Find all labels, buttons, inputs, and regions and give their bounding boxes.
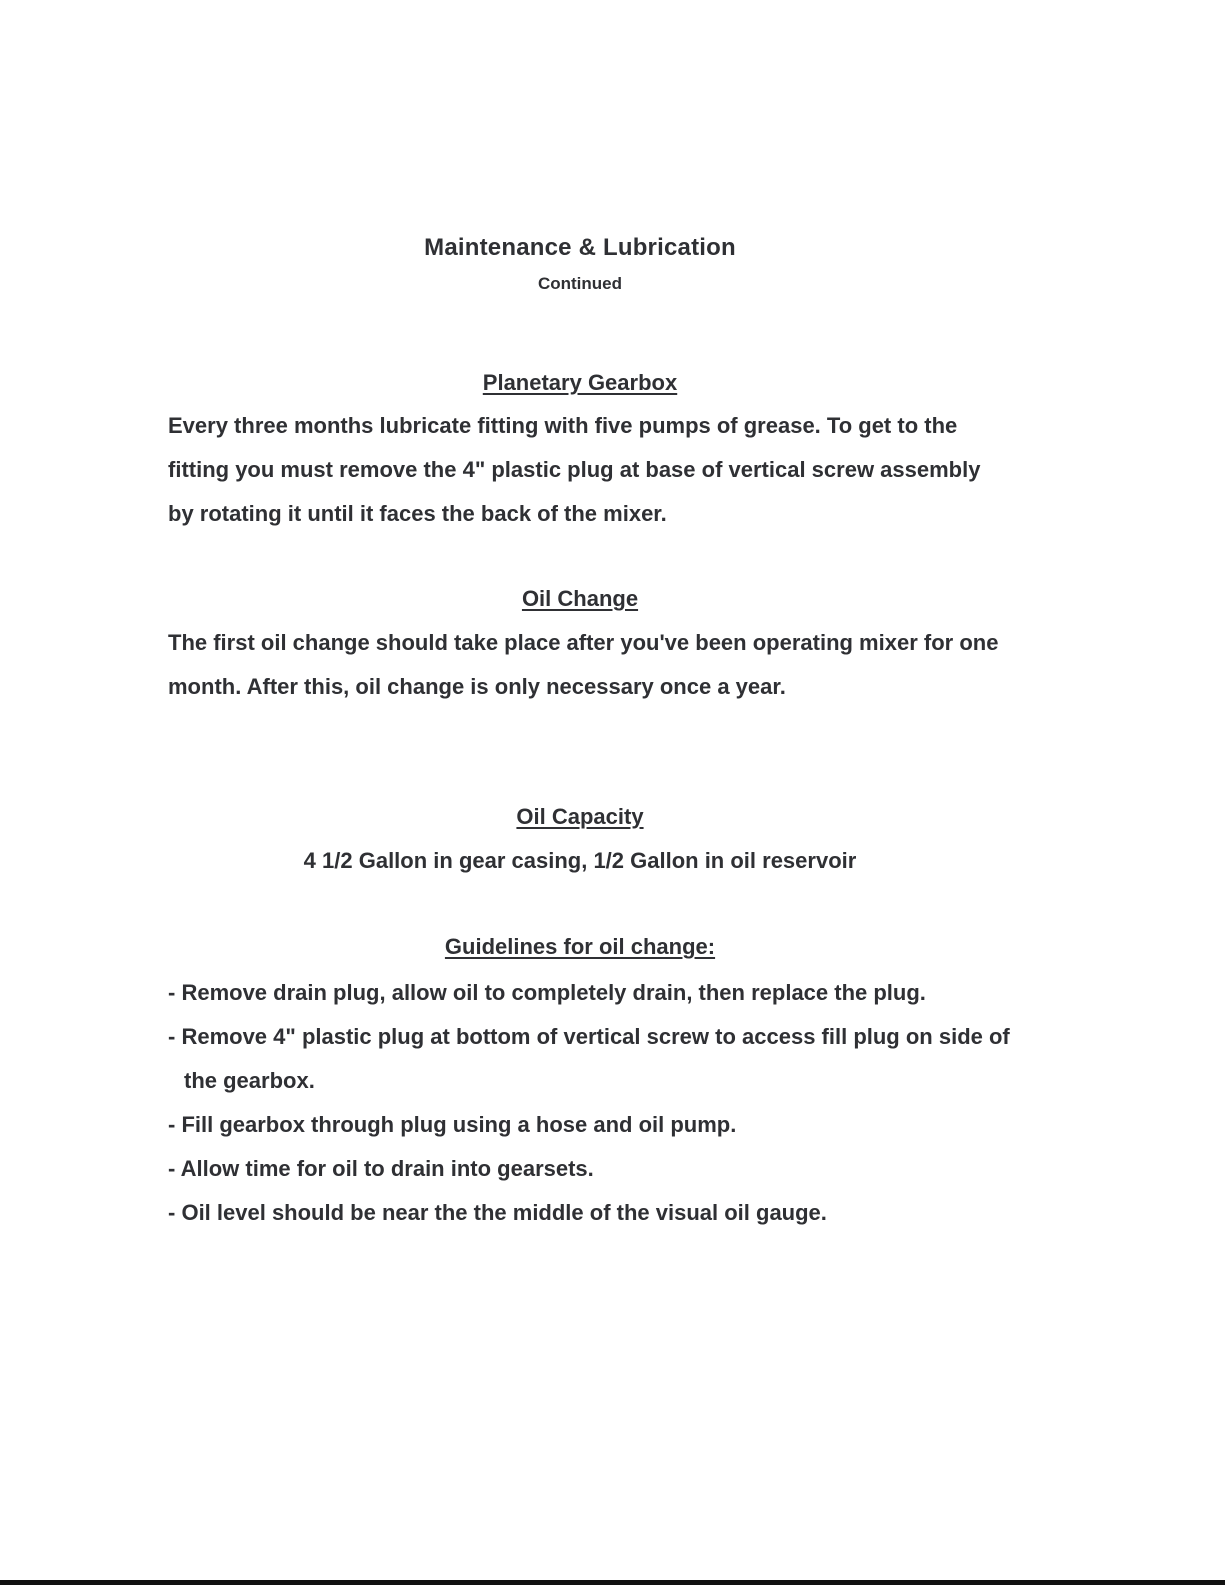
section-text-planetary-gearbox: Every three months lubricate fitting with five pumps of grease. To get to the fitting you must remove the 4" plastic plug at base of vertical screw assembly by rotating it until it faces the back of the mixer.	[168, 413, 981, 526]
guidelines-list	[168, 971, 1028, 1235]
list-item: - Remove drain plug, allow oil to completely drain, then replace the plug.	[168, 971, 1028, 1015]
page-title: Maintenance & Lubrication	[424, 234, 736, 261]
section-text-oil-change: The first oil change should take place after you've been operating mixer for one month. After this, oil change is only necessary once a year.	[168, 630, 999, 699]
list-item: - Remove 4" plastic plug at bottom of vertical screw to access fill plug on side of the gearbox.	[168, 1015, 1028, 1103]
section-heading-oil-change: Oil Change	[521, 586, 639, 611]
bottom-edge-rule	[0, 1580, 1225, 1585]
section-heading-guidelines: Guidelines for oil change:	[444, 934, 716, 959]
section-heading-planetary-gearbox: Planetary Gearbox	[482, 370, 678, 395]
list-item: - Oil level should be near the the middle of the visual oil gauge.	[168, 1191, 1028, 1235]
section-heading-oil-capacity: Oil Capacity	[516, 804, 644, 829]
page-subtitle: Continued	[537, 274, 623, 293]
list-item: - Fill gearbox through plug using a hose and oil pump.	[168, 1103, 1028, 1147]
section-text-oil-capacity: 4 1/2 Gallon in gear casing, 1/2 Gallon in oil reservoir	[303, 848, 857, 873]
list-item: - Allow time for oil to drain into gearsets.	[168, 1147, 1028, 1191]
